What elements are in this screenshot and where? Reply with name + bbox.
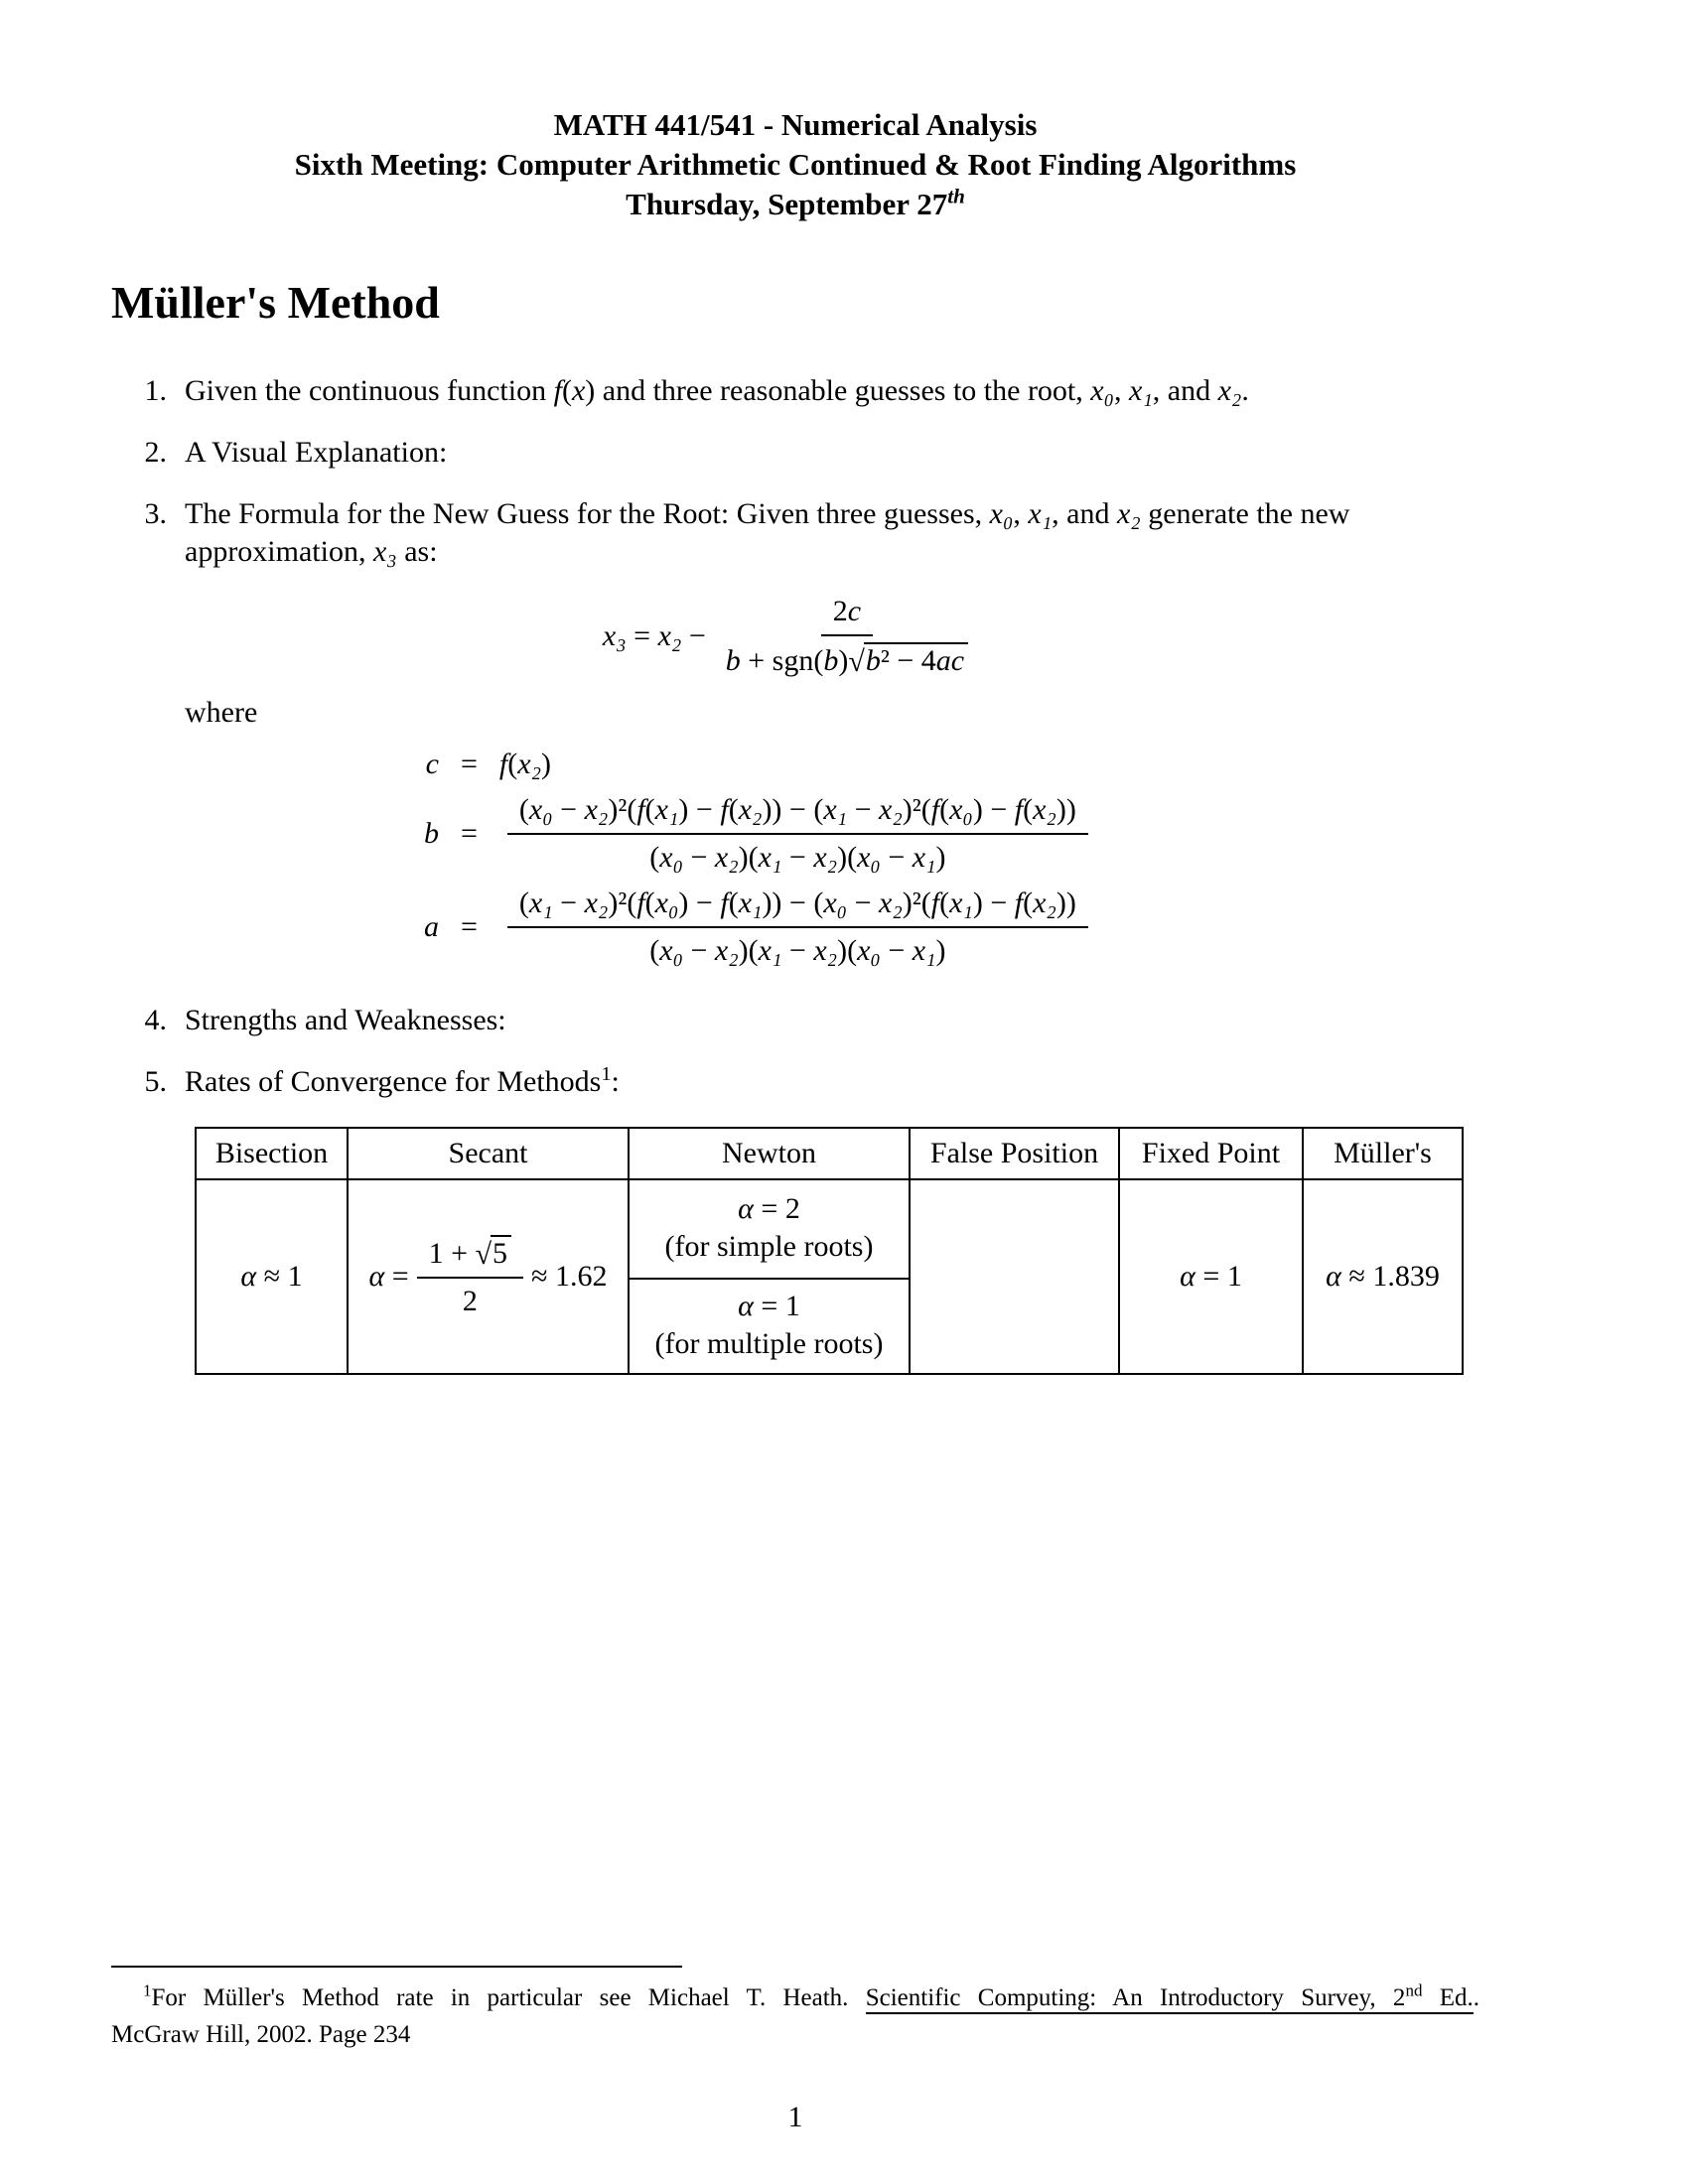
- definition-fraction: [507, 887, 1088, 968]
- fraction-numerator: (x₁ − x₂)²(f(x₀) − f(x₁)) − (x₀ − x₂)²(f(x₁) − f(x₂)): [507, 887, 1088, 928]
- text-block: [111, 0, 1479, 1375]
- document-header: [111, 0, 1479, 224]
- footnote-rule: [111, 1966, 682, 1968]
- section-title: Müller's Method: [111, 277, 440, 328]
- meeting-date: Thursday, September 27th: [626, 184, 965, 221]
- where-label: where: [185, 696, 258, 729]
- newton-multiple-roots: [630, 1280, 909, 1373]
- citation-title: Scientific Computing: An Introductory Survey, 2nd Ed.: [866, 1984, 1474, 2014]
- cell-fixed-point: α = 1: [1119, 1179, 1303, 1374]
- list-item-3: [111, 495, 1479, 571]
- formula-lhs: x₃ = x₂ −: [602, 619, 706, 652]
- equals-sign: =: [461, 748, 478, 780]
- fraction-denominator: (x₀ − x₂)(x₁ − x₂)(x₀ − x₁): [649, 841, 946, 874]
- header-false-position: False Position: [910, 1128, 1119, 1179]
- convergence-rates-table: [195, 1127, 1464, 1375]
- cell-false-position: [910, 1179, 1119, 1374]
- fraction-denominator: 2: [462, 1285, 478, 1317]
- definition-a: [409, 887, 1479, 968]
- secant-fraction: [417, 1235, 523, 1318]
- header-newton: Newton: [629, 1128, 910, 1179]
- header-mullers: Müller's: [1303, 1128, 1463, 1179]
- table-body-row: [196, 1179, 1463, 1374]
- meeting-subtitle: Sixth Meeting: Computer Arithmetic Continued & Root Finding Algorithms: [294, 147, 1297, 182]
- item-text: Rates of Convergence for Methods$^1$:: [185, 1063, 620, 1098]
- fraction-numerator: 1 + √5: [417, 1235, 523, 1279]
- item-text: Given the continuous function f(x) and three reasonable guesses to the root, x₀, x₁, and x₂.: [185, 374, 1249, 407]
- definition-lhs: a: [424, 910, 439, 943]
- secant-prefix: α =: [368, 1260, 409, 1293]
- header-fixed-point: Fixed Point: [1119, 1128, 1303, 1179]
- equals-sign: =: [461, 817, 478, 850]
- course-title: MATH 441/541 - Numerical Analysis: [553, 107, 1038, 142]
- footnote-text: $^1$For Müller's Method rate in particular see Michael T. Heath. Scientific Computing: An Introductory Survey, 2nd Ed..: [111, 1979, 1479, 2016]
- cell-mullers: α ≈ 1.839: [1303, 1179, 1463, 1374]
- page-number: 1: [787, 2101, 803, 2133]
- definition-c: [409, 748, 1479, 781]
- coefficient-definitions: [409, 748, 1479, 968]
- definition-b: [409, 793, 1479, 875]
- radicand: 5: [491, 1235, 511, 1271]
- list-item-5: [111, 1063, 1479, 1101]
- item-number: 1.: [144, 374, 167, 407]
- cell-bisection: α ≈ 1: [196, 1179, 348, 1374]
- equals-sign: =: [461, 910, 478, 943]
- fraction-numerator: 2c: [821, 595, 873, 636]
- item-number: 5.: [144, 1065, 167, 1098]
- footnote: [111, 1966, 1479, 2053]
- item-text: The Formula for the New Guess for the Root: Given three guesses, x₀, x₁, and x₂ generate the new approximation, x₃ as:: [185, 497, 1350, 568]
- header-bisection: Bisection: [196, 1128, 348, 1179]
- secant-suffix: ≈ 1.62: [531, 1260, 608, 1293]
- muller-update-formula: [111, 595, 1479, 678]
- list-item-4: [111, 1002, 1479, 1039]
- definition-fraction: [507, 793, 1088, 875]
- definition-lhs: c: [425, 748, 439, 780]
- formula-fraction: [714, 595, 980, 678]
- newton-simple-roots: [630, 1180, 909, 1280]
- radical-icon: √: [848, 645, 865, 678]
- cell-secant: [348, 1179, 629, 1374]
- newton-rate: α = 1: [738, 1290, 800, 1322]
- list-item-2: [111, 434, 1479, 472]
- table-header-row: [196, 1128, 1463, 1179]
- definition-rhs: f(x₂): [498, 748, 552, 780]
- item-text: A Visual Explanation:: [185, 436, 448, 469]
- item-number: 2.: [144, 436, 167, 469]
- fraction-denominator: b + sgn(b)√b² − 4ac: [714, 636, 980, 678]
- cell-newton: [629, 1179, 910, 1374]
- newton-note: (for simple roots): [664, 1230, 874, 1263]
- fraction-numerator: (x₀ − x₂)²(f(x₁) − f(x₂)) − (x₁ − x₂)²(f(x₀) − f(x₂)): [507, 793, 1088, 835]
- item-number: 3.: [144, 497, 167, 530]
- footnote-publisher: McGraw Hill, 2002. Page 234: [111, 2021, 411, 2048]
- radicand: b² − 4ac: [864, 642, 968, 678]
- item-text: Strengths and Weaknesses:: [185, 1004, 506, 1036]
- fraction-denominator: (x₀ − x₂)(x₁ − x₂)(x₀ − x₁): [649, 934, 946, 967]
- definition-lhs: b: [424, 817, 439, 850]
- item-number: 4.: [144, 1004, 167, 1036]
- newton-note: (for multiple roots): [654, 1327, 884, 1360]
- newton-rate: α = 2: [738, 1192, 800, 1225]
- header-secant: Secant: [348, 1128, 629, 1179]
- radical-icon: √: [475, 1238, 492, 1271]
- list-item-1: [111, 372, 1479, 410]
